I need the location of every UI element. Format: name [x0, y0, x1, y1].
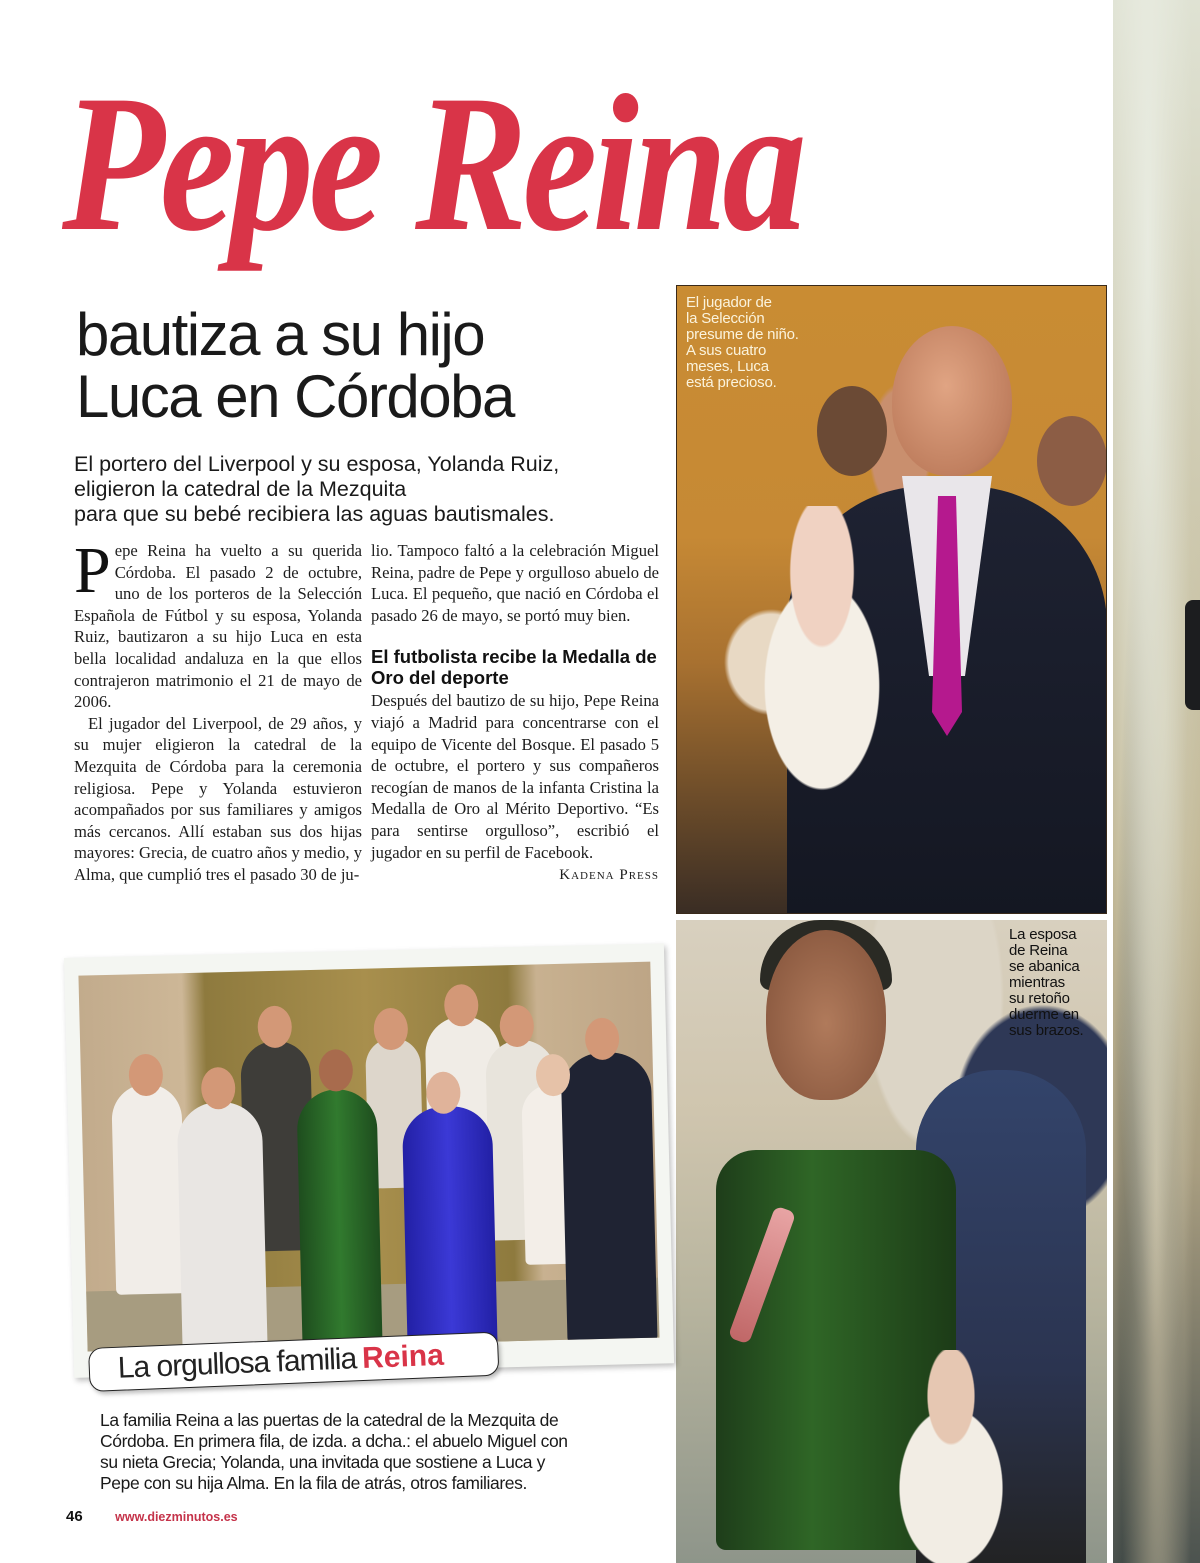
photo-pepe-with-baby	[676, 285, 1107, 914]
photo-person	[402, 1106, 498, 1348]
drop-cap: P	[74, 534, 111, 607]
photo-baby	[722, 506, 922, 806]
caption-line: está precioso.	[686, 374, 777, 391]
photo-wife-with-baby	[676, 920, 1107, 1563]
caption-line: La esposa	[1009, 926, 1077, 943]
photo-caption-pepe	[686, 295, 816, 391]
article-paragraph: Después del bautizo de su hijo, Pepe Reina viajó a Madrid para concentrarse con el equipo de Vicente del Bosque. El pasado 5 de octubre, el portero y sus compañeros recogían de manos de la infanta Cristina la Medalla de Oro al Mérito Deportivo. “Es para sentirse orgulloso”, escribió el jugador en su perfil de Facebook.	[371, 691, 659, 862]
family-label-light: La orgullosa familia	[117, 1342, 357, 1385]
caption-line: presume de niño.	[686, 326, 799, 343]
caption-line: Pepe con su hija Alma. En la fila de atrás, otros familiares.	[100, 1473, 527, 1493]
page-number: 46	[66, 1508, 83, 1525]
page-subtitle	[76, 301, 656, 430]
website-link[interactable]: www.diezminutos.es	[115, 1510, 238, 1524]
photo-head	[892, 326, 1012, 476]
photo-person	[111, 1083, 186, 1295]
family-photo-frame	[64, 943, 674, 1378]
adjacent-page-photo-strip	[1113, 0, 1200, 1563]
caption-line: A sus cuatro	[686, 342, 767, 359]
article-column-2	[371, 540, 659, 887]
photo-head	[766, 930, 886, 1100]
caption-line: sus brazos.	[1009, 1022, 1084, 1039]
photo-background-person	[817, 386, 887, 476]
photo-credit: Kadena Press	[559, 867, 659, 884]
photo-person	[296, 1088, 382, 1350]
lead-line: eligieron la catedral de la Mezquita	[74, 477, 407, 501]
family-photo-caption	[100, 1410, 660, 1494]
family-label-bold: Reina	[361, 1338, 445, 1375]
caption-line: de Reina	[1009, 942, 1068, 959]
caption-line: se abanica	[1009, 958, 1080, 975]
article-paragraph	[74, 534, 362, 713]
page-title: Pepe Reina	[62, 55, 802, 272]
caption-line: El jugador de	[686, 294, 772, 311]
article-subhead: El futbolista recibe la Medalla de Oro del deporte	[371, 646, 657, 689]
page-footer	[66, 1508, 238, 1526]
article-column-1	[74, 534, 362, 886]
lead-line: El portero del Liverpool y su esposa, Yolanda Ruiz,	[74, 452, 560, 476]
photo-person	[177, 1101, 268, 1351]
caption-line: mientras	[1009, 974, 1065, 991]
photo-background-person	[1037, 416, 1107, 506]
photo-baby	[861, 1350, 1041, 1563]
photo-family-group	[78, 962, 659, 1352]
caption-line: duerme en	[1009, 1006, 1079, 1023]
lead-line: para que su bebé recibiera las aguas bautismales.	[74, 502, 555, 526]
caption-line: su retoño	[1009, 990, 1070, 1007]
caption-line: Córdoba. En primera fila, de izda. a dcha.: el abuelo Miguel con	[100, 1431, 568, 1451]
photo-face	[318, 1049, 353, 1092]
article-paragraph: lio. Tampoco faltó a la celebración Miguel Reina, padre de Pepe y orgulloso abuelo de Luca. El pequeño, que nació en Córdoba el pasado 26 de mayo, se portó muy bien.	[371, 541, 659, 625]
subtitle-line: Luca en Córdoba	[76, 363, 514, 430]
lead-paragraph	[74, 452, 674, 527]
caption-line: meses, Luca	[686, 358, 769, 375]
caption-line: su nieta Grecia; Yolanda, una invitada que sostiene a Luca y	[100, 1452, 545, 1472]
subtitle-line: bautiza a su hijo	[76, 301, 485, 368]
caption-line: La familia Reina a las puertas de la catedral de la Mezquita de	[100, 1410, 559, 1430]
adjacent-photo-figure	[1185, 600, 1200, 710]
photo-person	[560, 1052, 657, 1344]
photo-caption-wife	[1009, 927, 1105, 1039]
paragraph-text: epe Reina ha vuelto a su querida Córdoba. El pasado 2 de octubre, uno de los porteros de la Selección Española de Fútbol y su esposa, Yolanda Ruiz, bautizaron a su hijo Luca en esta bella localidad andaluza en la que ellos contrajeron matrimonio el 21 de mayo de 2006.	[74, 541, 362, 712]
caption-line: la Selección	[686, 310, 765, 327]
article-paragraph: El jugador del Liverpool, de 29 años, y su mujer eligieron la catedral de la Mezquita de Córdoba para la ceremonia religiosa. Pepe y Yolanda estuvieron acompañados por sus familiares y amigos más cercanos. Allí estaban sus dos hijas mayores: Grecia, de cuatro años y medio, y Alma, que cumplió tres el pasado 30 de ju-	[74, 713, 362, 884]
